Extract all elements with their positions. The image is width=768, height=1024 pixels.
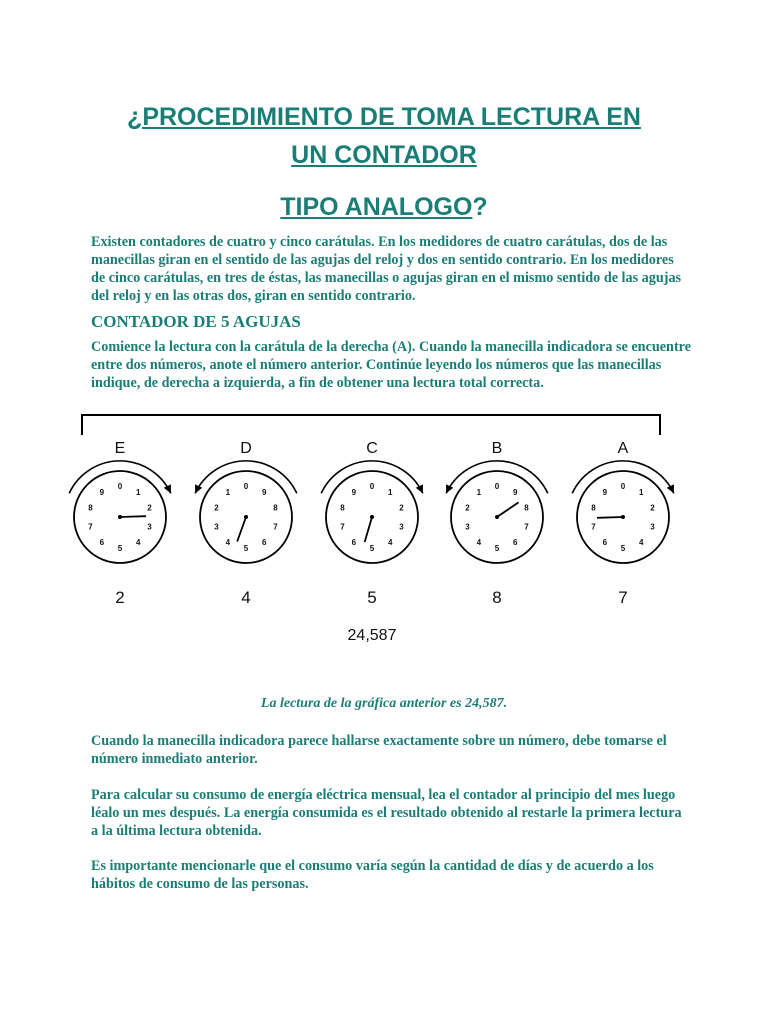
dial-digit: 6 <box>351 538 357 548</box>
dial-digit: 0 <box>494 482 500 491</box>
dial-hand-a <box>597 517 623 518</box>
dial-hub-e <box>118 515 122 519</box>
dial-digit: 9 <box>99 487 105 497</box>
meter-bracket <box>82 415 660 435</box>
dial-reading-b: 8 <box>492 588 502 607</box>
dial-letter-b: B <box>491 440 503 457</box>
dial-digit: 6 <box>512 538 518 548</box>
dial-digit: 7 <box>88 522 93 532</box>
dial-reading-a: 7 <box>618 588 628 607</box>
dial-digit: 1 <box>387 487 393 497</box>
dial-digit: 9 <box>261 487 267 497</box>
dial-digit: 5 <box>243 544 249 553</box>
dial-digit: 4 <box>387 538 393 548</box>
dial-digit: 2 <box>214 503 219 513</box>
dial-reading-c: 5 <box>367 588 377 607</box>
dial-digit: 3 <box>465 522 470 532</box>
dial-letter-c: C <box>366 440 378 457</box>
dial-digit: 7 <box>340 522 345 532</box>
figure-caption: La lectura de la gráfica anterior es 24,587. <box>260 696 508 711</box>
note-paragraph: Cuando la manecilla indicadora parece hallarse exactamente sobre un número, debe tomarse el número inmediato anterior. <box>91 733 667 767</box>
dial-digit: 4 <box>476 538 482 548</box>
dial-digit: 6 <box>261 538 267 548</box>
dial-digit: 3 <box>147 522 152 532</box>
dial-hub-d <box>244 515 248 519</box>
dial-digit: 8 <box>591 503 596 513</box>
dial-digit: 5 <box>494 544 500 553</box>
dial-reading-e: 2 <box>115 588 125 607</box>
dial-digit: 5 <box>117 544 123 553</box>
dial-digit: 0 <box>243 482 249 491</box>
dial-digit: 1 <box>225 487 231 497</box>
instructions-paragraph: Comience la lectura con la carátula de la derecha (A). Cuando la manecilla indicadora se encuentre entre dos números, anote el número anterior. Continúe leyendo los números que las manecillas indique, de derecha a izquierda, a fin de obtener una lectura total correcta. <box>91 339 692 391</box>
dial-letter-e: E <box>114 440 126 457</box>
dial-letter-d: D <box>240 440 252 457</box>
dial-digit: 4 <box>135 538 141 548</box>
title-line-1: ¿PROCEDIMIENTO DE TOMA LECTURA EN <box>127 103 641 131</box>
dial-digit: 5 <box>369 544 375 553</box>
dial-hand-e <box>120 516 146 517</box>
title-question-mark: ? <box>472 193 488 221</box>
dial-digit: 7 <box>591 522 596 532</box>
dial-digit: 0 <box>117 482 123 491</box>
dial-digit: 4 <box>225 538 231 548</box>
dial-digit: 8 <box>340 503 345 513</box>
dial-hub-c <box>370 515 374 519</box>
dial-digit: 7 <box>524 522 529 532</box>
dial-digit: 5 <box>620 544 626 553</box>
dial-hub-a <box>621 515 625 519</box>
dial-hub-b <box>495 515 499 519</box>
dial-digit: 1 <box>135 487 141 497</box>
dial-digit: 0 <box>369 482 375 491</box>
dial-letter-a: A <box>617 440 629 457</box>
dial-digit: 2 <box>465 503 470 513</box>
dial-digit: 4 <box>638 538 644 548</box>
section-subtitle: CONTADOR DE 5 AGUJAS <box>91 312 301 331</box>
dial-reading-d: 4 <box>241 588 251 607</box>
intro-paragraph: Existen contadores de cuatro y cinco carátulas. En los medidores de cuatro carátulas, dos de las manecillas giran en el sentido de las agujas del reloj y dos en sentido contrario. En los medidores de cinco carátulas, en tres de éstas, las manecillas o agujas giran en el mismo sentido de las agujas del reloj y en las otras dos, giran en sentido contrario. <box>91 234 682 304</box>
closing-paragraph: Es importante mencionarle que el consumo varía según la cantidad de días y de acuerdo a los hábitos de consumo de las personas. <box>91 858 654 892</box>
dial-digit: 7 <box>273 522 278 532</box>
dial-digit: 9 <box>602 487 608 497</box>
dial-digit: 6 <box>99 538 105 548</box>
dial-digit: 8 <box>524 503 529 513</box>
dial-digit: 2 <box>650 503 655 513</box>
title-line-2: UN CONTADOR <box>291 141 477 169</box>
meter-dials-figure <box>60 405 700 655</box>
dial-digit: 8 <box>273 503 278 513</box>
dial-digit: 6 <box>602 538 608 548</box>
dial-digit: 1 <box>476 487 482 497</box>
dial-digit: 2 <box>147 503 152 513</box>
dial-digit: 2 <box>399 503 404 513</box>
dial-digit: 9 <box>512 487 518 497</box>
dial-digit: 3 <box>214 522 219 532</box>
dial-digit: 3 <box>650 522 655 532</box>
dial-digit: 8 <box>88 503 93 513</box>
dial-digit: 9 <box>351 487 357 497</box>
dial-digit: 0 <box>620 482 626 491</box>
dial-digit: 3 <box>399 522 404 532</box>
consumption-paragraph: Para calcular su consumo de energía eléctrica mensual, lea el contador al principio del mes luego léalo un mes después. La energía consumida es el resultado obtenido al restarle la primera lectura a la última lectura obtenida. <box>91 787 682 839</box>
title-line-3-text: TIPO ANALOGO <box>280 193 473 221</box>
title-line-3 <box>0 193 768 222</box>
meter-total-reading: 24,587 <box>347 627 397 644</box>
dial-digit: 1 <box>638 487 644 497</box>
